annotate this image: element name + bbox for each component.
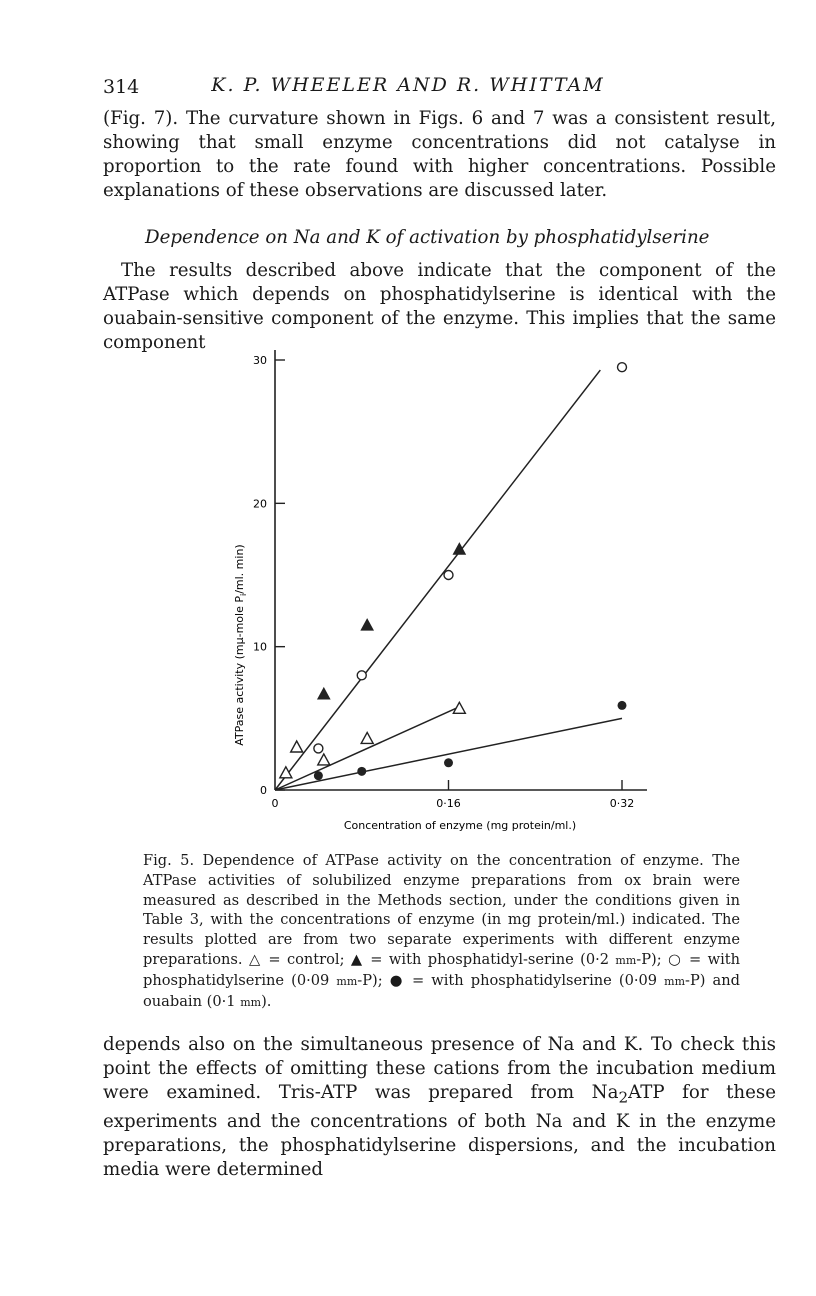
data-point-phosphatidylserine-0-09 (314, 744, 323, 753)
paragraph-3 (103, 1033, 776, 1182)
x-tick-label: 0·16 (436, 797, 461, 810)
x-axis-label: Concentration of enzyme (mg protein/ml.) (343, 819, 577, 832)
fit-line (275, 718, 622, 790)
paragraph-1 (103, 107, 776, 203)
y-axis-label: ATPase activity (mμ-mole $P_i/ml$. min) (233, 544, 248, 746)
figure-5 (225, 340, 665, 844)
data-point-control (318, 754, 330, 765)
data-point-phosphatidylserine-0-2 (361, 619, 373, 630)
data-point-phosphatidylserine-0-2 (453, 543, 465, 554)
fit-line (275, 370, 600, 790)
data-point-phosphatidylserine-0-2 (318, 688, 330, 699)
legend-filled-triangle-symbol: ▲ (350, 950, 364, 968)
paragraph-3-text: depends also on the simultaneous presence of Na and K. To check this point the effects of omitting these cations from the incubation medium were examined. Tris-ATP was prepared from $Na_2ATP$ for these experiments and the concentrations of both Na and K in the enzyme preparations, the phosphatidylserine dispersions, and the incubation media were determined (103, 1034, 777, 1180)
y-tick-label: 10 (253, 640, 267, 654)
data-point-ouabain (314, 771, 323, 780)
data-point-control (453, 702, 465, 713)
legend-filled-circle-symbol: ● (389, 971, 405, 989)
y-tick-label: 20 (253, 497, 267, 511)
running-head: K. P. WHEELER AND R. WHITTAM (211, 74, 605, 96)
data-point-phosphatidylserine-0-09 (357, 671, 366, 680)
figure-caption: Fig. 5. Dependence of ATPase activity on the concentration of enzyme. The ATPase activities of solubilized enzyme preparations from ox brain were measured as described in the Methods section, under the conditions given in Table 3, with the concentrations of enzyme (in mg protein/ml.) indicated. The results plotted are from two separate experiments with different enzyme preparations. △ = control; ▲ = with phosphatidyl-serine (0·2 mm-P); ○ = with phosphatidylserine (0·09 mm-P); ● = with phosphatidylserine (0·09 mm-P) and ouabain (0·1 mm). (143, 852, 741, 1010)
page-number: 314 (103, 76, 140, 98)
atpase-chart (225, 340, 665, 840)
x-tick-label: 0·32 (609, 797, 635, 810)
data-point-control (280, 767, 292, 778)
data-point-control (361, 732, 373, 743)
x-tick-label: 0 (271, 797, 279, 810)
data-point-ouabain (357, 767, 366, 776)
fit-line (275, 707, 459, 790)
data-point-ouabain (618, 701, 627, 710)
data-point-phosphatidylserine-0-09 (618, 363, 627, 372)
data-point-phosphatidylserine-0-09 (444, 571, 453, 580)
legend-open-triangle-symbol: △ (248, 950, 262, 968)
y-tick-label: 30 (253, 354, 267, 367)
paragraph-2-text: The results described above indicate that the component of the ATPase which depends on phosphatidylserine is identical with the ouabain-sensitive component of the enzyme. This implies that the same component (103, 260, 776, 353)
y-tick-label: 0 (260, 784, 267, 797)
legend-open-circle-symbol: ○ (668, 950, 683, 968)
data-point-control (291, 741, 303, 752)
section-heading: Dependence on Na and K of activation by phosphatidylserine (145, 227, 710, 248)
paragraph-1-text: (Fig. 7). The curvature shown in Figs. 6 and 7 was a consistent result, showing that small enzyme concentrations did not catalyse in proportion to the rate found with higher concentrations. Possible explanations of these observations are discussed later. (103, 108, 776, 201)
data-point-ouabain (444, 758, 453, 767)
